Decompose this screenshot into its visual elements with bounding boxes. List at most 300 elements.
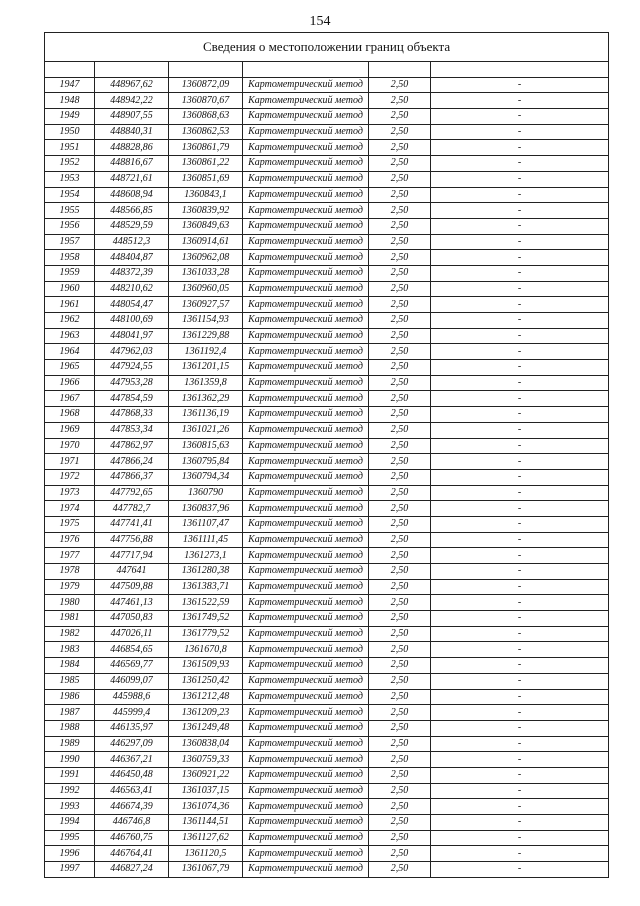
method-cell: Картометрический метод: [243, 736, 369, 752]
y-coordinate-cell: 1360759,33: [169, 752, 243, 768]
method-cell: Картометрический метод: [243, 658, 369, 674]
description-cell: -: [431, 673, 609, 689]
description-cell: -: [431, 391, 609, 407]
point-number-cell: 1955: [45, 203, 95, 219]
accuracy-cell: 2,50: [369, 438, 431, 454]
point-number-cell: 1947: [45, 77, 95, 93]
point-number-cell: 1982: [45, 626, 95, 642]
method-cell: Картометрический метод: [243, 799, 369, 815]
method-cell: Картометрический метод: [243, 846, 369, 862]
description-cell: -: [431, 767, 609, 783]
y-coordinate-cell: 1360962,08: [169, 250, 243, 266]
y-coordinate-cell: 1360790: [169, 485, 243, 501]
method-cell: Картометрический метод: [243, 642, 369, 658]
x-coordinate-cell: 448721,61: [95, 171, 169, 187]
accuracy-cell: 2,50: [369, 140, 431, 156]
method-cell: Картометрический метод: [243, 281, 369, 297]
method-cell: Картометрический метод: [243, 516, 369, 532]
y-coordinate-cell: 1361212,48: [169, 689, 243, 705]
description-cell: -: [431, 532, 609, 548]
description-cell: -: [431, 156, 609, 172]
x-coordinate-cell: 447866,24: [95, 454, 169, 470]
accuracy-cell: 2,50: [369, 485, 431, 501]
table-title-row: [45, 33, 609, 62]
accuracy-cell: 2,50: [369, 611, 431, 627]
table-row: [45, 689, 609, 705]
point-number-cell: 1967: [45, 391, 95, 407]
point-number-cell: 1951: [45, 140, 95, 156]
y-coordinate-cell: 1361779,52: [169, 626, 243, 642]
x-coordinate-cell: 448404,87: [95, 250, 169, 266]
table-row: [45, 156, 609, 172]
table-row: [45, 313, 609, 329]
point-number-cell: 1987: [45, 705, 95, 721]
table-row: [45, 799, 609, 815]
accuracy-cell: 2,50: [369, 548, 431, 564]
point-number-cell: 1976: [45, 532, 95, 548]
method-cell: Картометрический метод: [243, 265, 369, 281]
table-row: [45, 815, 609, 831]
accuracy-cell: 2,50: [369, 469, 431, 485]
table-row: [45, 862, 609, 878]
table-row: [45, 752, 609, 768]
y-coordinate-cell: 1361209,23: [169, 705, 243, 721]
y-coordinate-cell: 1361249,48: [169, 720, 243, 736]
point-number-cell: 1956: [45, 218, 95, 234]
x-coordinate-cell: 448041,97: [95, 328, 169, 344]
table-row: [45, 265, 609, 281]
table-title: Сведения о местоположении границ объекта: [45, 33, 609, 62]
table-row: [45, 203, 609, 219]
x-coordinate-cell: 447862,97: [95, 438, 169, 454]
point-number-cell: 1991: [45, 767, 95, 783]
accuracy-cell: 2,50: [369, 187, 431, 203]
method-cell: Картометрический метод: [243, 93, 369, 109]
table-body: [45, 62, 609, 878]
y-coordinate-cell: 1361359,8: [169, 375, 243, 391]
description-cell: -: [431, 626, 609, 642]
point-number-cell: 1989: [45, 736, 95, 752]
y-coordinate-cell: 1360843,1: [169, 187, 243, 203]
table-row: [45, 469, 609, 485]
x-coordinate-cell: 446569,77: [95, 658, 169, 674]
accuracy-cell: 2,50: [369, 297, 431, 313]
description-cell: -: [431, 595, 609, 611]
description-cell: -: [431, 171, 609, 187]
table-row: [45, 626, 609, 642]
description-cell: -: [431, 783, 609, 799]
accuracy-cell: 2,50: [369, 767, 431, 783]
method-cell: Картометрический метод: [243, 469, 369, 485]
x-coordinate-cell: 446563,41: [95, 783, 169, 799]
description-cell: -: [431, 846, 609, 862]
y-coordinate-cell: 1360795,84: [169, 454, 243, 470]
method-cell: Картометрический метод: [243, 705, 369, 721]
method-cell: Картометрический метод: [243, 564, 369, 580]
accuracy-cell: 2,50: [369, 501, 431, 517]
accuracy-cell: 2,50: [369, 234, 431, 250]
y-coordinate-cell: 1361074,36: [169, 799, 243, 815]
method-cell: Картометрический метод: [243, 783, 369, 799]
accuracy-cell: 2,50: [369, 736, 431, 752]
description-cell: -: [431, 469, 609, 485]
x-coordinate-cell: 448372,39: [95, 265, 169, 281]
method-cell: Картометрический метод: [243, 124, 369, 140]
method-cell: Картометрический метод: [243, 438, 369, 454]
description-cell: -: [431, 454, 609, 470]
point-number-cell: 1966: [45, 375, 95, 391]
accuracy-cell: 2,50: [369, 532, 431, 548]
point-number-cell: 1960: [45, 281, 95, 297]
y-coordinate-cell: 1360837,96: [169, 501, 243, 517]
method-cell: Картометрический метод: [243, 689, 369, 705]
table-row: [45, 250, 609, 266]
table-row: [45, 736, 609, 752]
point-number-cell: 1950: [45, 124, 95, 140]
description-cell: -: [431, 736, 609, 752]
accuracy-cell: 2,50: [369, 830, 431, 846]
table-row: [45, 846, 609, 862]
y-coordinate-cell: 1361362,29: [169, 391, 243, 407]
table-row: [45, 783, 609, 799]
point-number-cell: 1953: [45, 171, 95, 187]
x-coordinate-cell: 446135,97: [95, 720, 169, 736]
accuracy-cell: 2,50: [369, 705, 431, 721]
x-coordinate-cell: 448100,69: [95, 313, 169, 329]
table-row: [45, 611, 609, 627]
description-cell: -: [431, 375, 609, 391]
x-coordinate-cell: 446760,75: [95, 830, 169, 846]
point-number-cell: 1957: [45, 234, 95, 250]
description-cell: -: [431, 705, 609, 721]
y-coordinate-cell: 1361509,93: [169, 658, 243, 674]
method-cell: Картометрический метод: [243, 344, 369, 360]
point-number-cell: 1954: [45, 187, 95, 203]
x-coordinate-cell: 447509,88: [95, 579, 169, 595]
y-coordinate-cell: 1360872,09: [169, 77, 243, 93]
method-cell: Картометрический метод: [243, 626, 369, 642]
accuracy-cell: 2,50: [369, 344, 431, 360]
x-coordinate-cell: 448566,85: [95, 203, 169, 219]
y-coordinate-cell: 1361670,8: [169, 642, 243, 658]
table-row: [45, 375, 609, 391]
method-cell: Картометрический метод: [243, 375, 369, 391]
x-coordinate-cell: 447461,13: [95, 595, 169, 611]
method-cell: Картометрический метод: [243, 752, 369, 768]
table-row: [45, 407, 609, 423]
table-row: [45, 579, 609, 595]
y-coordinate-cell: 1361136,19: [169, 407, 243, 423]
y-coordinate-cell: 1361154,93: [169, 313, 243, 329]
accuracy-cell: 2,50: [369, 564, 431, 580]
x-coordinate-cell: 446367,21: [95, 752, 169, 768]
point-number-cell: 1959: [45, 265, 95, 281]
x-coordinate-cell: 447756,88: [95, 532, 169, 548]
point-number-cell: 1948: [45, 93, 95, 109]
accuracy-cell: 2,50: [369, 391, 431, 407]
table-row: [45, 344, 609, 360]
method-cell: Картометрический метод: [243, 328, 369, 344]
x-coordinate-cell: 446674,39: [95, 799, 169, 815]
point-number-cell: 1965: [45, 360, 95, 376]
description-cell: -: [431, 642, 609, 658]
description-cell: -: [431, 109, 609, 125]
method-cell: Картометрический метод: [243, 720, 369, 736]
x-coordinate-cell: 448840,31: [95, 124, 169, 140]
point-number-cell: 1969: [45, 422, 95, 438]
method-cell: Картометрический метод: [243, 360, 369, 376]
table-row: [45, 548, 609, 564]
x-coordinate-cell: 447853,34: [95, 422, 169, 438]
description-cell: -: [431, 407, 609, 423]
description-cell: -: [431, 124, 609, 140]
x-coordinate-cell: 447866,37: [95, 469, 169, 485]
accuracy-cell: 2,50: [369, 626, 431, 642]
x-coordinate-cell: 447953,28: [95, 375, 169, 391]
y-coordinate-cell: 1360870,67: [169, 93, 243, 109]
x-coordinate-cell: 447717,94: [95, 548, 169, 564]
point-number-cell: 1980: [45, 595, 95, 611]
point-number-cell: 1974: [45, 501, 95, 517]
method-cell: Картометрический метод: [243, 422, 369, 438]
table-row: [45, 673, 609, 689]
accuracy-cell: 2,50: [369, 422, 431, 438]
y-coordinate-cell: 1360815,63: [169, 438, 243, 454]
method-cell: Картометрический метод: [243, 109, 369, 125]
accuracy-cell: 2,50: [369, 846, 431, 862]
y-coordinate-cell: 1361749,52: [169, 611, 243, 627]
point-number-cell: 1978: [45, 564, 95, 580]
point-number-cell: 1968: [45, 407, 95, 423]
table-row: [45, 830, 609, 846]
table-row: [45, 422, 609, 438]
table-row: [45, 328, 609, 344]
y-coordinate-cell: 1361250,42: [169, 673, 243, 689]
description-cell: -: [431, 830, 609, 846]
method-cell: Картометрический метод: [243, 532, 369, 548]
x-coordinate-cell: 448529,59: [95, 218, 169, 234]
y-coordinate-cell: 1361273,1: [169, 548, 243, 564]
method-cell: Картометрический метод: [243, 156, 369, 172]
accuracy-cell: 2,50: [369, 752, 431, 768]
table-row: [45, 501, 609, 517]
description-cell: -: [431, 799, 609, 815]
point-number-cell: 1964: [45, 344, 95, 360]
y-coordinate-cell: 1360927,57: [169, 297, 243, 313]
description-cell: -: [431, 93, 609, 109]
point-number-cell: 1958: [45, 250, 95, 266]
accuracy-cell: 2,50: [369, 642, 431, 658]
method-cell: Картометрический метод: [243, 77, 369, 93]
method-cell: Картометрический метод: [243, 830, 369, 846]
point-number-cell: 1952: [45, 156, 95, 172]
table-row: [45, 485, 609, 501]
table-row: [45, 391, 609, 407]
page-number: 154: [309, 14, 331, 29]
point-number-cell: 1984: [45, 658, 95, 674]
accuracy-cell: 2,50: [369, 815, 431, 831]
x-coordinate-cell: 446764,41: [95, 846, 169, 862]
point-number-cell: 1990: [45, 752, 95, 768]
point-number-cell: 1995: [45, 830, 95, 846]
description-cell: -: [431, 281, 609, 297]
method-cell: Картометрический метод: [243, 485, 369, 501]
y-coordinate-cell: 1361111,45: [169, 532, 243, 548]
table-row: [45, 109, 609, 125]
accuracy-cell: 2,50: [369, 579, 431, 595]
point-number-cell: 1970: [45, 438, 95, 454]
point-number-cell: 1977: [45, 548, 95, 564]
accuracy-cell: 2,50: [369, 783, 431, 799]
description-cell: -: [431, 516, 609, 532]
point-number-cell: 1985: [45, 673, 95, 689]
description-cell: -: [431, 422, 609, 438]
description-cell: -: [431, 485, 609, 501]
x-coordinate-cell: 446099,07: [95, 673, 169, 689]
accuracy-cell: 2,50: [369, 862, 431, 878]
point-number-cell: 1973: [45, 485, 95, 501]
method-cell: Картометрический метод: [243, 548, 369, 564]
x-coordinate-cell: 446854,65: [95, 642, 169, 658]
x-coordinate-cell: 447868,33: [95, 407, 169, 423]
x-coordinate-cell: 448907,55: [95, 109, 169, 125]
method-cell: Картометрический метод: [243, 501, 369, 517]
method-cell: Картометрический метод: [243, 815, 369, 831]
y-coordinate-cell: 1361522,59: [169, 595, 243, 611]
point-number-cell: 1963: [45, 328, 95, 344]
accuracy-cell: 2,50: [369, 454, 431, 470]
method-cell: Картометрический метод: [243, 234, 369, 250]
table-row: [45, 297, 609, 313]
accuracy-cell: 2,50: [369, 77, 431, 93]
accuracy-cell: 2,50: [369, 360, 431, 376]
y-coordinate-cell: 1361192,4: [169, 344, 243, 360]
table-row: [45, 171, 609, 187]
point-number-cell: 1993: [45, 799, 95, 815]
point-number-cell: 1975: [45, 516, 95, 532]
x-coordinate-cell: 447741,41: [95, 516, 169, 532]
x-coordinate-cell: 447782,7: [95, 501, 169, 517]
accuracy-cell: 2,50: [369, 171, 431, 187]
accuracy-cell: 2,50: [369, 658, 431, 674]
table-row: [45, 516, 609, 532]
x-coordinate-cell: 447026,11: [95, 626, 169, 642]
accuracy-cell: 2,50: [369, 407, 431, 423]
x-coordinate-cell: 448816,67: [95, 156, 169, 172]
point-number-cell: 1981: [45, 611, 95, 627]
table-row: [45, 720, 609, 736]
description-cell: -: [431, 313, 609, 329]
table-row: [45, 595, 609, 611]
y-coordinate-cell: 1361280,38: [169, 564, 243, 580]
description-cell: -: [431, 815, 609, 831]
point-number-cell: 1994: [45, 815, 95, 831]
table-row: [45, 360, 609, 376]
description-cell: -: [431, 140, 609, 156]
method-cell: Картометрический метод: [243, 140, 369, 156]
x-coordinate-cell: 446297,09: [95, 736, 169, 752]
description-cell: -: [431, 611, 609, 627]
table-row: [45, 642, 609, 658]
y-coordinate-cell: 1360861,22: [169, 156, 243, 172]
x-coordinate-cell: 448210,62: [95, 281, 169, 297]
table-row: [45, 77, 609, 93]
y-coordinate-cell: 1361037,15: [169, 783, 243, 799]
x-coordinate-cell: 448967,62: [95, 77, 169, 93]
description-cell: -: [431, 548, 609, 564]
x-coordinate-cell: 448512,3: [95, 234, 169, 250]
description-cell: -: [431, 328, 609, 344]
description-cell: -: [431, 564, 609, 580]
point-number-cell: 1961: [45, 297, 95, 313]
table-row: [45, 234, 609, 250]
accuracy-cell: 2,50: [369, 595, 431, 611]
point-number-cell: 1972: [45, 469, 95, 485]
description-cell: -: [431, 344, 609, 360]
accuracy-cell: 2,50: [369, 109, 431, 125]
table-row: [45, 532, 609, 548]
accuracy-cell: 2,50: [369, 720, 431, 736]
table-row: [45, 454, 609, 470]
description-cell: -: [431, 720, 609, 736]
x-coordinate-cell: 446827,24: [95, 862, 169, 878]
method-cell: Картометрический метод: [243, 454, 369, 470]
method-cell: Картометрический метод: [243, 171, 369, 187]
table-row: [45, 124, 609, 140]
method-cell: Картометрический метод: [243, 218, 369, 234]
accuracy-cell: 2,50: [369, 93, 431, 109]
y-coordinate-cell: 1361127,62: [169, 830, 243, 846]
y-coordinate-cell: 1360838,04: [169, 736, 243, 752]
y-coordinate-cell: 1360839,92: [169, 203, 243, 219]
table-row: [45, 658, 609, 674]
method-cell: Картометрический метод: [243, 611, 369, 627]
accuracy-cell: 2,50: [369, 265, 431, 281]
accuracy-cell: 2,50: [369, 218, 431, 234]
point-number-cell: 1996: [45, 846, 95, 862]
table-row: [45, 218, 609, 234]
accuracy-cell: 2,50: [369, 281, 431, 297]
y-coordinate-cell: 1360862,53: [169, 124, 243, 140]
y-coordinate-cell: 1361021,26: [169, 422, 243, 438]
y-coordinate-cell: 1361067,79: [169, 862, 243, 878]
point-number-cell: 1979: [45, 579, 95, 595]
point-number-cell: 1992: [45, 783, 95, 799]
method-cell: Картометрический метод: [243, 250, 369, 266]
accuracy-cell: 2,50: [369, 689, 431, 705]
point-number-cell: 1997: [45, 862, 95, 878]
method-cell: Картометрический метод: [243, 313, 369, 329]
description-cell: -: [431, 501, 609, 517]
x-coordinate-cell: 445988,6: [95, 689, 169, 705]
accuracy-cell: 2,50: [369, 124, 431, 140]
y-coordinate-cell: 1361107,47: [169, 516, 243, 532]
y-coordinate-cell: 1360794,34: [169, 469, 243, 485]
x-coordinate-cell: 447924,55: [95, 360, 169, 376]
description-cell: -: [431, 218, 609, 234]
x-coordinate-cell: 448828,86: [95, 140, 169, 156]
y-coordinate-cell: 1360914,61: [169, 234, 243, 250]
description-cell: -: [431, 658, 609, 674]
x-coordinate-cell: 447854,59: [95, 391, 169, 407]
x-coordinate-cell: 448054,47: [95, 297, 169, 313]
y-coordinate-cell: 1360868,63: [169, 109, 243, 125]
accuracy-cell: 2,50: [369, 799, 431, 815]
point-number-cell: 1983: [45, 642, 95, 658]
x-coordinate-cell: 445999,4: [95, 705, 169, 721]
method-cell: Картометрический метод: [243, 862, 369, 878]
x-coordinate-cell: 448608,94: [95, 187, 169, 203]
